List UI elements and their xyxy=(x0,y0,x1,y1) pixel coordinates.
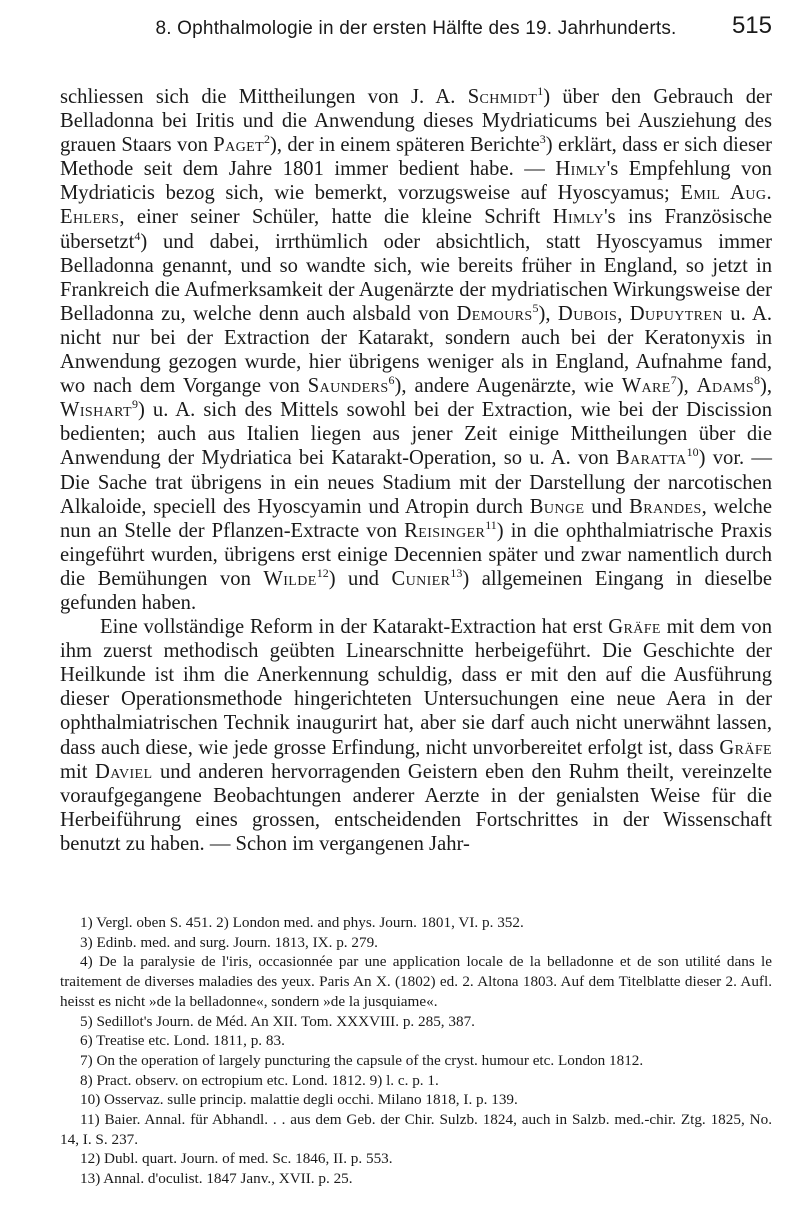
text-run: mit xyxy=(60,760,95,783)
footnote-ref: 10 xyxy=(686,445,699,460)
text-run: ) vor. — Die Sache trat übrigens in ein neues Stadium mit der Darstellung der narcotischen Alkaloide, speciell des Hyoscyamin und Atropin durch xyxy=(60,447,772,518)
author-name: Brandes xyxy=(629,495,702,518)
footnote-ref: 13 xyxy=(450,566,463,581)
text-run: ) über den Gebrauch der Belladonna bei Iritis und die Anwendung dieses Mydriaticums bei Ausziehung des grauen Staars von xyxy=(60,86,772,157)
footnote-ref: 2 xyxy=(264,132,271,147)
author-name: Dubois xyxy=(557,302,618,325)
text-run: schliessen sich die Mittheilungen von J. A. xyxy=(60,86,468,108)
author-name: Emil Aug. Ehlers xyxy=(60,182,772,229)
text-run: und xyxy=(584,495,630,518)
footnote-ref: 6 xyxy=(388,373,395,388)
paragraph xyxy=(60,615,772,856)
footnote-ref: 4 xyxy=(134,228,141,243)
author-name: Bunge xyxy=(529,495,585,518)
text-run: mit dem von ihm zuerst methodisch geübten Linearschnitte herbeigeführt. Die Geschichte der Heilkunde ist ihm die Anerkennung schuldig, dass er mit den auf die Ausführung dieser Operationsmethode hingerichteten Untersuchungen eine neue Aera in der ophthalmiatrischen Technik inaugurirt hat, aber sie darf auch nicht unerwähnt lassen, dass auch diese, wie jede grosse Erfindung, nicht unvorbereitet erfolgt ist, dass xyxy=(60,616,772,759)
text-run: , einer seiner Schüler, hatte die kleine Schrift xyxy=(119,206,553,229)
footnote: 5) Sedillot's Journ. de Méd. An XII. Tom. XXXVIII. p. 285, 387. xyxy=(80,1012,475,1030)
author-name: Dupuytren xyxy=(629,302,723,325)
author-name: Wilde xyxy=(263,567,317,590)
text-run: ), xyxy=(676,375,697,398)
footnote: 1) Vergl. oben S. 451. 2) London med. and phys. Journ. 1801, VI. p. 352. xyxy=(80,914,524,931)
footnote-ref: 5 xyxy=(532,300,539,315)
author-name: Daviel xyxy=(95,760,153,783)
text-run: , welche nun an Stelle der Pflanzen-Extracte von xyxy=(60,495,772,542)
footnote-ref: 11 xyxy=(485,517,497,532)
footnote: 8) Pract. observ. on ectropium etc. Lond. 1812. 9) l. c. p. 1. xyxy=(80,1071,439,1089)
text-run: 's Empfehlung von Mydriaticis bezog sich, wie bemerkt, vorzugsweise auf Hyoscyamus; xyxy=(60,158,772,205)
author-name: Cunier xyxy=(391,567,451,590)
author-name: Baratta xyxy=(616,447,687,470)
text-run: ) und dabei, irrthümlich oder absichtlich, statt Hyoscyamus immer Belladonna genannt, und so wandte sich, wie bereits früher in England, so jetzt in Frankreich die Aufmerksamkeit der Augenärzte der mydriatischen Wirkungsweise der Belladonna zu, welche denn auch alsbald von xyxy=(60,230,772,325)
paragraph xyxy=(60,85,772,615)
text-run: ), xyxy=(760,375,773,398)
text-run: ) in die ophthalmiatrische Praxis eingeführt wurden, übrigens erst einige Decennien später und zwar namentlich durch die Bemühungen von xyxy=(60,519,772,590)
text-run: Eine vollständige Reform in der Katarakt-Extraction hat erst xyxy=(100,616,609,639)
author-name: Adams xyxy=(696,375,754,398)
footnote: 11) Baier. Annal. für Abhandl. . . aus dem Geb. der Chir. Sulzb. 1824, auch in Salzb. med.-chir. Ztg. 1825, No. 14, I. S. 237. xyxy=(60,1111,772,1148)
text-run: ) u. A. sich des Mittels sowohl bei der Extraction, wie bei der Discission bedienten; auch aus Italien liegen aus jener Zeit einige Mittheilungen über die Anwendung der Mydriatica bei Katarakt-Operation, so u. A. von xyxy=(60,399,772,470)
footnote: 4) De la paralysie de l'iris, occasionnée par une application locale de la belladonne et de son utilité dans le traitement de diverses maladies des yeux. Paris An X. (1802) ed. 2. Altona 1803. Auf dem Titelblatte dieser 2. Aufl. heisst es nicht »de la belladonne«, sondern »de la jusquiame«. xyxy=(60,953,772,1010)
author-name: Schmidt xyxy=(467,86,538,108)
footnote: 3) Edinb. med. and surg. Journ. 1813, IX. p. 279. xyxy=(80,933,378,951)
footnotes xyxy=(60,913,772,1189)
author-name: Ware xyxy=(621,375,671,398)
footnote-ref: 3 xyxy=(539,132,546,147)
running-head: 8. Ophthalmologie in der ersten Hälfte des 19. Jahrhunderts. xyxy=(155,18,677,39)
text-run: ) allgemeinen Eingang in dieselbe gefunden haben. xyxy=(60,567,773,614)
author-name: Himly xyxy=(552,206,604,229)
author-name: Paget xyxy=(213,134,265,157)
footnote-ref: 12 xyxy=(316,566,329,581)
text-run: ), andere Augenärzte, wie xyxy=(394,375,622,398)
text-run: ) erklärt, dass er sich dieser Methode seit dem Jahre 1801 immer bedient habe. — xyxy=(60,134,772,181)
page-number: 515 xyxy=(731,12,772,39)
text-run: ), der in einem späteren Berichte xyxy=(270,134,540,157)
footnote: 13) Annal. d'oculist. 1847 Janv., XVII. p. 25. xyxy=(80,1170,353,1188)
author-name: Demours xyxy=(456,302,533,325)
footnote: 7) On the operation of largely puncturing the capsule of the cryst. humour etc. London 1812. xyxy=(80,1051,644,1069)
author-name: Himly xyxy=(555,158,607,181)
text-run: , xyxy=(617,302,630,325)
author-name: Saunders xyxy=(307,375,389,398)
author-name: Reisinger xyxy=(404,519,486,542)
author-name: Wishart xyxy=(60,399,132,422)
text-run: ), xyxy=(538,302,558,325)
footnote: 10) Osservaz. sulle princip. malattie degli occhi. Milano 1818, I. p. 139. xyxy=(80,1091,518,1109)
author-name: Gräfe xyxy=(719,736,772,759)
text-run: ) und xyxy=(328,567,392,590)
author-name: Gräfe xyxy=(608,616,661,639)
footnote-ref: 8 xyxy=(754,373,760,388)
text-run: 's ins Französische übersetzt xyxy=(60,206,772,253)
footnote: 6) Treatise etc. Lond. 1811, p. 83. xyxy=(80,1032,285,1050)
footnote-ref: 7 xyxy=(670,373,677,388)
main-text xyxy=(60,85,772,856)
footnote-ref: 1 xyxy=(537,84,544,99)
text-run: u. A. nicht nur bei der Extraction der Katarakt, sondern auch bei der Keratonyxis in Anwendung gezogen wurde, hier übrigens weniger als in England, Aufnahme fand, wo nach dem Vorgange von xyxy=(60,302,772,398)
page-header xyxy=(60,12,772,44)
text-run: und anderen hervorragenden Geistern eben den Ruhm theilt, vereinzelte voraufgegangene Beobachtungen anderer Aerzte in der genialsten Weise für die Herbeiführung eines grossen, entscheidenden Fortschrittes in der Wissenschaft benutzt zu haben. — Schon im vergangenen Jahr- xyxy=(60,760,772,855)
footnote-ref: 9 xyxy=(131,397,138,412)
footnote: 12) Dubl. quart. Journ. of med. Sc. 1846, II. p. 553. xyxy=(80,1150,393,1168)
